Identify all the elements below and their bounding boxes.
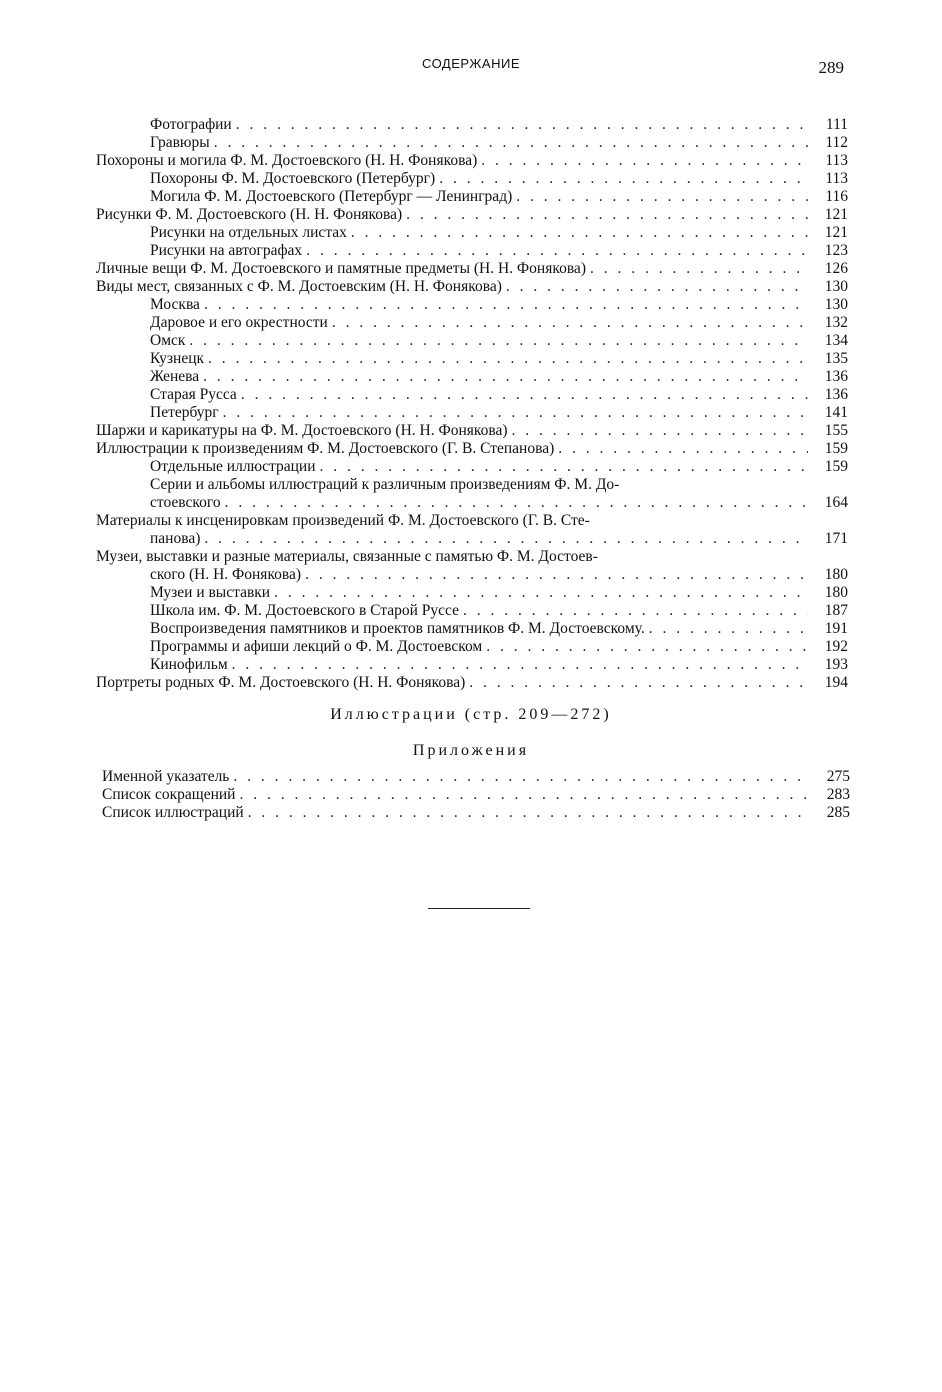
toc-entry-label: стоевского <box>150 494 221 511</box>
toc-entry <box>96 440 848 458</box>
toc-entry-page: 180 <box>824 584 848 601</box>
toc-entry-page: 126 <box>824 260 848 277</box>
appendices-list <box>102 768 850 822</box>
dot-leader <box>241 386 808 404</box>
toc-entry-label: Даровое и его окрестности <box>150 314 328 331</box>
dot-leader <box>233 768 810 786</box>
toc-entry-label: Похороны Ф. М. Достоевского (Петербург) <box>150 170 436 187</box>
dot-leader <box>558 440 808 458</box>
toc-entry-label: Омск <box>150 332 186 349</box>
toc-entry <box>96 386 848 404</box>
dot-leader <box>486 638 808 656</box>
dot-leader <box>512 422 808 440</box>
dot-leader <box>204 296 808 314</box>
toc-entry-label: Гравюры <box>150 134 210 151</box>
toc-entry-page: 193 <box>824 656 848 673</box>
toc-entry-label: Воспроизведения памятников и проектов памятников Ф. М. Достоевскому. <box>150 620 645 637</box>
toc-entry <box>96 494 848 512</box>
dot-leader <box>469 674 808 692</box>
toc-entry <box>96 188 848 206</box>
dot-leader <box>232 656 808 674</box>
dot-leader <box>225 494 808 512</box>
toc-entry <box>96 152 848 170</box>
dot-leader <box>274 584 808 602</box>
toc-entry-first-line: Материалы к инсценировкам произведений Ф. М. Достоевского (Г. В. Сте- <box>96 512 590 529</box>
dot-leader <box>236 116 808 134</box>
toc-entry <box>96 242 848 260</box>
toc-entry <box>96 404 848 422</box>
appendix-entry <box>102 804 850 822</box>
toc-entry <box>96 638 848 656</box>
toc-entry-page: 191 <box>824 620 848 637</box>
toc-entry-page: 121 <box>824 206 848 223</box>
toc-entry-label: Личные вещи Ф. М. Достоевского и памятные предметы (Н. Н. Фонякова) <box>96 260 586 277</box>
toc-entry-page: 141 <box>824 404 848 421</box>
toc-entry-page: 155 <box>824 422 848 439</box>
toc-entry-label: Отдельные иллюстрации <box>150 458 316 475</box>
dot-leader <box>214 134 808 152</box>
toc-entry <box>96 656 848 674</box>
dot-leader <box>590 260 808 278</box>
toc-entry <box>96 134 848 152</box>
toc-entry-label: Рисунки на отдельных листах <box>150 224 347 241</box>
toc-entry-first-line: Серии и альбомы иллюстраций к различным произведениям Ф. М. До- <box>150 476 620 493</box>
toc-entry-label: Шаржи и карикатуры на Ф. М. Достоевского (Н. Н. Фонякова) <box>96 422 508 439</box>
toc-entry-page: 159 <box>824 440 848 457</box>
toc-entry-label: Москва <box>150 296 200 313</box>
toc-entry <box>96 332 848 350</box>
toc-entry-page: 121 <box>824 224 848 241</box>
toc-entry <box>96 278 848 296</box>
toc-entry-label: Женева <box>150 368 200 385</box>
toc-entry-label: Музеи и выставки <box>150 584 271 601</box>
toc-entry <box>96 224 848 242</box>
dot-leader <box>208 350 808 368</box>
dot-leader <box>204 530 808 548</box>
appendices-heading: Приложения <box>412 742 530 759</box>
toc-entry-page: 159 <box>824 458 848 475</box>
toc-entry <box>96 584 848 602</box>
toc-entry-label: Портреты родных Ф. М. Достоевского (Н. Н. Фонякова) <box>96 674 466 691</box>
toc-entry <box>96 674 848 692</box>
toc-entry-page: 113 <box>825 152 848 169</box>
dot-leader <box>516 188 808 206</box>
toc-entry-label: Фотографии <box>150 116 232 133</box>
toc-entry-label: Список сокращений <box>102 786 236 803</box>
toc-entry <box>96 422 848 440</box>
toc-entry-page: 111 <box>825 116 848 133</box>
dot-leader <box>203 368 808 386</box>
toc-entry-label: Виды мест, связанных с Ф. М. Достоевским (Н. Н. Фонякова) <box>96 278 502 295</box>
toc-entry-page: 283 <box>826 786 850 803</box>
toc-entry <box>96 458 848 476</box>
toc-entry-page: 136 <box>824 386 848 403</box>
dot-leader <box>481 152 808 170</box>
toc-entry <box>96 368 848 386</box>
toc-entry <box>96 530 848 548</box>
toc-entry-label: Петербург <box>150 404 219 421</box>
toc-entry-label: Список иллюстраций <box>102 804 244 821</box>
dot-leader <box>463 602 808 620</box>
end-rule <box>428 908 530 909</box>
toc-entry-page: 164 <box>824 494 848 511</box>
toc-entry-page: 130 <box>824 296 848 313</box>
toc-entry-page: 113 <box>825 170 848 187</box>
toc-entry-page: 192 <box>824 638 848 655</box>
toc-entry-page: 194 <box>824 674 848 691</box>
toc-entry-label: Рисунки на автографах <box>150 242 303 259</box>
toc-entry-label: Иллюстрации к произведениям Ф. М. Достоевского (Г. В. Степанова) <box>96 440 555 457</box>
toc-entry-label: ского (Н. Н. Фонякова) <box>150 566 302 583</box>
toc-entry-label: Могила Ф. М. Достоевского (Петербург — Ленинград) <box>150 188 513 205</box>
toc-entry-label: Школа им. Ф. М. Достоевского в Старой Руссе <box>150 602 460 619</box>
dot-leader <box>351 224 808 242</box>
dot-leader <box>320 458 809 476</box>
dot-leader <box>305 566 808 584</box>
toc-entry-page: 132 <box>824 314 848 331</box>
toc-entry <box>96 206 848 224</box>
toc-entry-page: 171 <box>824 530 848 547</box>
page-number: 289 <box>818 58 844 77</box>
dot-leader <box>439 170 808 188</box>
toc-entry-label: Старая Русса <box>150 386 237 403</box>
toc-entry-page: 123 <box>824 242 848 259</box>
toc-entry-label: Рисунки Ф. М. Достоевского (Н. Н. Фонякова) <box>96 206 403 223</box>
toc-entry <box>96 314 848 332</box>
toc-entry-page: 187 <box>824 602 848 619</box>
dot-leader <box>506 278 808 296</box>
toc-entry-page: 130 <box>824 278 848 295</box>
toc-entry-page: 136 <box>824 368 848 385</box>
toc-entry <box>96 620 848 638</box>
toc-entry <box>96 170 848 188</box>
toc-entry <box>96 116 848 134</box>
toc-entry-label: Кинофильм <box>150 656 228 673</box>
toc-entry-label: панова) <box>150 530 201 547</box>
dot-leader <box>189 332 808 350</box>
toc-entry-page: 134 <box>824 332 848 349</box>
toc-entry-label: Именной указатель <box>102 768 230 785</box>
toc-entry-label: Программы и афиши лекций о Ф. М. Достоевском <box>150 638 483 655</box>
toc-entry <box>96 296 848 314</box>
toc-entry-page: 285 <box>826 804 850 821</box>
toc-entry <box>96 260 848 278</box>
toc-entry-page: 180 <box>824 566 848 583</box>
toc-entry-page: 116 <box>825 188 848 205</box>
dot-leader <box>248 804 810 822</box>
toc-entry <box>96 350 848 368</box>
dot-leader <box>332 314 808 332</box>
toc-entry <box>96 602 848 620</box>
table-of-contents <box>96 116 848 692</box>
illustrations-heading: Иллюстрации (стр. 209—272) <box>330 706 612 723</box>
toc-entry-label: Похороны и могила Ф. М. Достоевского (Н. Н. Фонякова) <box>96 152 478 169</box>
dot-leader <box>306 242 808 260</box>
toc-entry-page: 275 <box>826 768 850 785</box>
dot-leader <box>649 620 808 638</box>
appendix-entry <box>102 786 850 804</box>
dot-leader <box>406 206 808 224</box>
toc-entry-page: 112 <box>825 134 848 151</box>
toc-entry-page: 135 <box>824 350 848 367</box>
toc-entry-first-line: Музеи, выставки и разные материалы, связанные с памятью Ф. М. Достоев- <box>96 548 598 565</box>
appendix-entry <box>102 768 850 786</box>
dot-leader <box>239 786 810 804</box>
running-header-title: СОДЕРЖАНИЕ <box>421 56 520 71</box>
dot-leader <box>223 404 808 422</box>
toc-entry <box>96 566 848 584</box>
toc-entry-label: Кузнецк <box>150 350 205 367</box>
